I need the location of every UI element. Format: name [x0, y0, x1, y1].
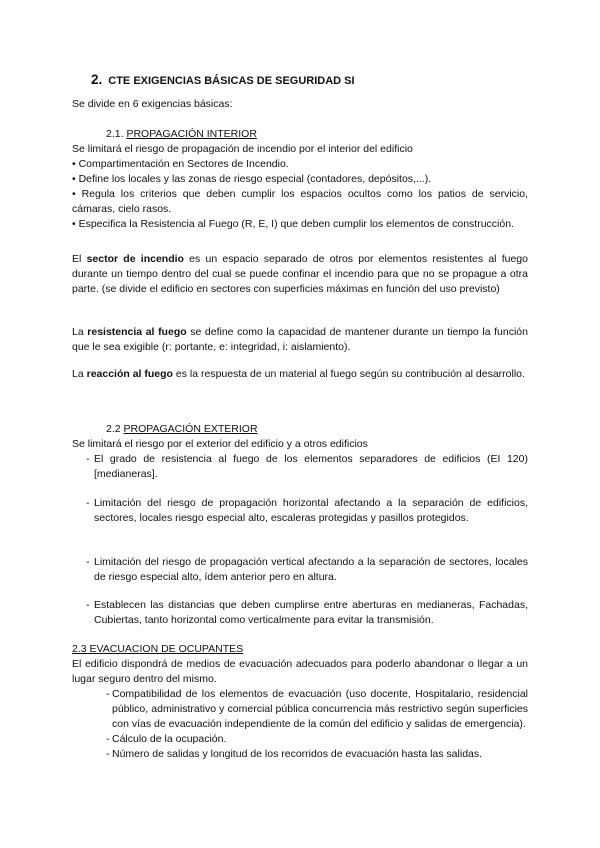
subsection-lead: Se limitará el riesgo de propagación de incendio por el interior del edificio — [72, 143, 413, 155]
subsection-lead: Se limitará el riesgo por el exterior del edificio y a otros edificios — [72, 438, 368, 450]
section-number: 2. — [91, 72, 103, 87]
subsection-heading-2-2: 2.2 PROPAGACIÓN EXTERIOR — [106, 423, 258, 435]
term-sector-incendio: sector de incendio — [86, 253, 184, 265]
term-reaccion-fuego: reacción al fuego — [86, 368, 173, 380]
section-title-text: CTE EXIGENCIAS BÁSICAS DE SEGURIDAD SI — [108, 75, 355, 87]
subsection-2-3 — [72, 642, 528, 762]
bullet-item: • Regula los criterios que deben cumplir los espacios ocultos como los patios de servicio, cámaras, cielo rasos. — [72, 188, 528, 215]
bullet-item: • Especifica la Resistencia al Fuego (R, E, I) que deben cumplir los elementos de construcción. — [72, 218, 514, 230]
term-resistencia-fuego: resistencia al fuego — [87, 326, 187, 338]
subsection-heading-2-3: 2.3 EVACUACION DE OCUPANTES — [72, 643, 244, 655]
list-item: - El grado de resistencia al fuego de los elementos separadores de edificios (EI 120) [medianeras]. — [86, 453, 528, 480]
subsection-heading-2-1: 2.1. PROPAGACIÓN INTERIOR — [106, 128, 257, 140]
section-title — [91, 72, 355, 89]
evacuation-list — [72, 687, 528, 762]
subsection-2-2 — [72, 422, 528, 452]
list-item: - Limitación del riesgo de propagación vertical afectando a la separación de sectores, locales de riesgo especial alto, ídem anterior pero en altura. — [86, 556, 528, 583]
paragraph-sector-incendio: El sector de incendio es un espacio separado de otros por elementos resistentes al fuego durante un tiempo dentro del cual se puede confinar el incendio para que no se propague a otra parte. (se divide el edificio en sectores con superficies máximas en función del uso previsto) — [72, 253, 528, 295]
paragraph-resistencia-fuego: La resistencia al fuego se define como la capacidad de mantener durante un tiempo la función que le sea exigible (r: portante, e: integridad, i: aislamiento). — [72, 326, 528, 353]
paragraph-reaccion-fuego: La reacción al fuego es la respuesta de un material al fuego según su contribución al desarrollo. — [72, 368, 525, 380]
list-item: - Limitación del riesgo de propagación horizontal afectando a la separación de edificios, sectores, locales riesgo especial alto, escaleras protegidas y pasillos protegidos. — [86, 497, 528, 524]
list-item: - Establecen las distancias que deben cumplirse entre aberturas en medianeras, Fachadas, Cubiertas, tanto horizontal como verticalmente para evitar la transmisión. — [86, 599, 528, 626]
bullet-item: • Define los locales y las zonas de riesgo especial (contadores, depósitos,...). — [72, 173, 432, 185]
subsection-2-1 — [72, 127, 528, 232]
bullet-item: • Compartimentación en Sectores de Incendio. — [72, 158, 289, 170]
list-item: - Cálculo de la ocupación. — [106, 733, 227, 745]
list-item: - Compatibilidad de los elementos de evacuación (uso docente, Hospitalario, residencial público, administrativo y comercial pública concurrencia más restrictivo según superficies con vías de evacuación independiente de la común del edificio y salidas de emergencia). — [106, 688, 528, 730]
intro-text: Se divide en 6 exigencias básicas: — [72, 98, 233, 110]
subsection-lead: El edificio dispondrá de medios de evacuación adecuados para poderlo abandonar o llegar a un lugar seguro dentro del mismo. — [72, 658, 528, 685]
list-item: - Número de salidas y longitud de los recorridos de evacuación hasta las salidas. — [106, 748, 483, 760]
